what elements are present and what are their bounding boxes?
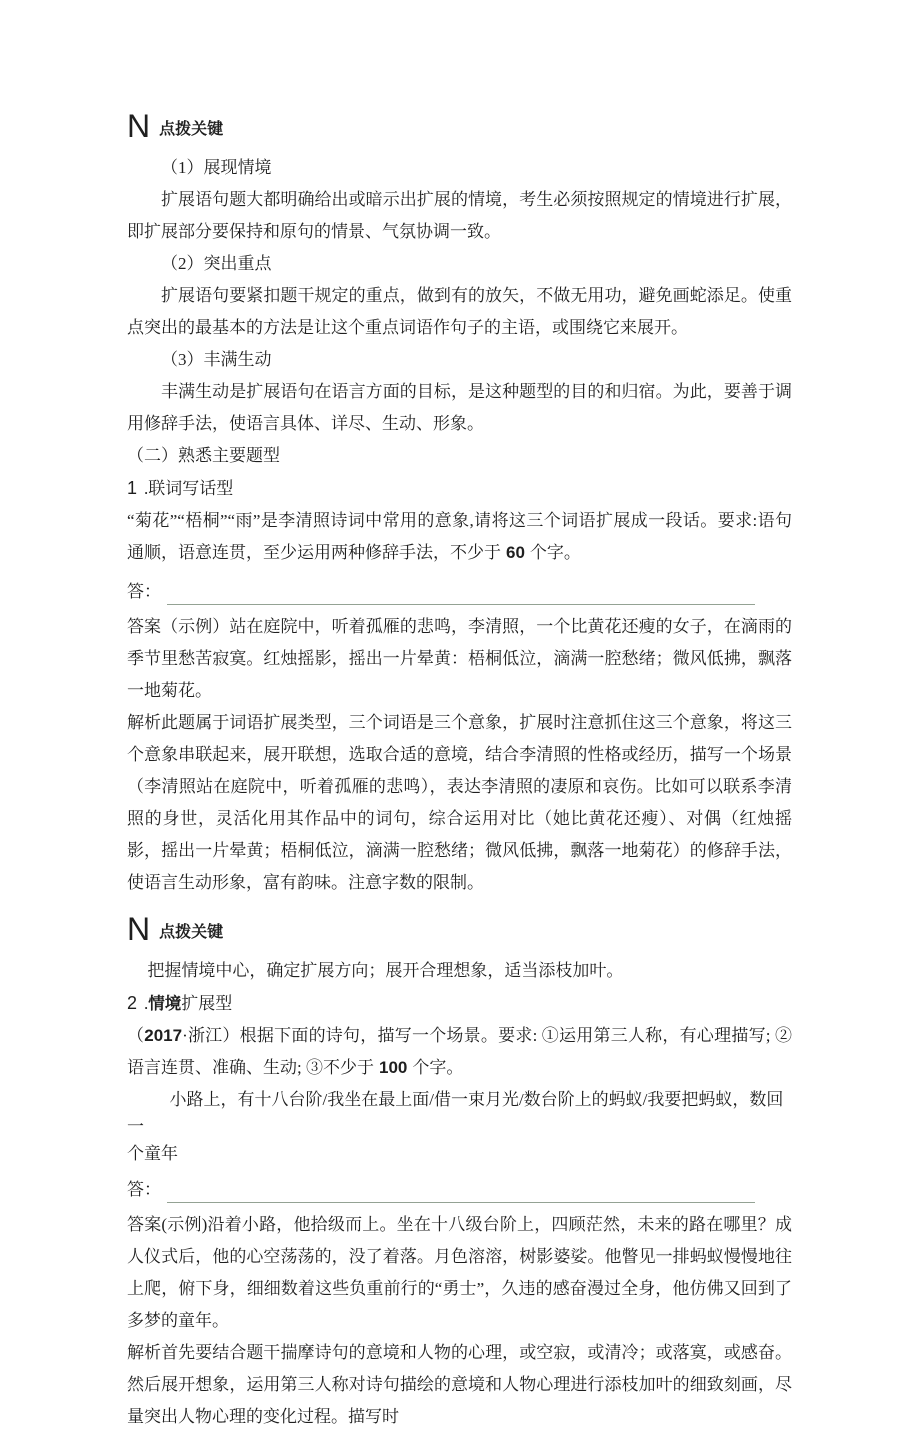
question-1-word-count: 60 (506, 543, 525, 562)
analysis-1-text: 解析此题属于词语扩展类型，三个词语是三个意象，扩展时注意抓住这三个意象，将这三个意象串联起来，展开联想，选取合适的意境，结合李清照的性格或经历，描写一个场景（李清照站在庭院中，听着孤雁的悲鸣），表达李清照的凄原和哀伤。比如可以联系李清照的身世，灵活化用其作品中的词句，综合运用对比（她比黄花还瘦）、对偶（红烛摇影，摇出一片晕黄；梧桐低泣，滴满一腔愁绪；微风低拂，飘落一地菊花）的修辞手法，使语言生动形象，富有韵味。注意字数的限制。 (127, 713, 792, 892)
question-2-word-count: 100 (378, 1058, 408, 1077)
answer-label-2: 答： (127, 1180, 161, 1199)
question-1-number: 1 (127, 478, 138, 498)
question-1-dot: . (144, 479, 149, 498)
point-3-heading: （3）丰满生动 (161, 350, 272, 369)
callout-title: 点拨关键 (159, 121, 224, 138)
answer-blank-line-2 (167, 1180, 755, 1203)
answer-blank-line-1 (167, 582, 755, 605)
n-badge-icon: N (127, 108, 151, 144)
point-2-heading: （2）突出重点 (161, 254, 272, 273)
callout-title: 点拨关键 (159, 924, 224, 941)
point-2-body: 扩展语句要紧扣题干规定的重点，做到有的放矢，不做无用功，避免画蛇添足。使重点突出的最基本的方法是让这个重点词语作句子的主语，或围绕它来展开。 (127, 286, 792, 337)
question-1-stem: “菊花”“梧桐”“雨”是李清照诗词中常用的意象,请将这三个词语扩展成一段话。要求:语句通顺，语意连贯，至少运用两种修辞手法，不少于 60 个字。 (127, 511, 792, 562)
question-1-label: 联词写话型 (148, 479, 234, 498)
n-badge-icon: N (127, 911, 151, 947)
question-2-label-bold: 情境 (148, 995, 182, 1013)
point-1-body: 扩展语句题大都明确给出或暗示出扩展的情境，考生必须按照规定的情境进行扩展，即扩展部分要保持和原句的情景、气氛协调一致。 (127, 190, 792, 241)
key-points-callout-2 (127, 905, 792, 945)
question-type-1-heading (127, 472, 792, 505)
section-2-heading: （二）熟悉主要题型 (127, 446, 280, 465)
poem-line-1: 小路上，有十八台阶/我坐在最上面/借一束月光/数台阶上的蚂蚁/我要把蚂蚁，数回一 (127, 1090, 784, 1136)
question-2-number: 2 (127, 993, 138, 1013)
question-2-stem: （2017·浙江）根据下面的诗句，描写一个场景。要求: ①运用第三人称，有心理描写; ②语言连贯、准确、生动; ③不少于 100 个字。 (127, 1026, 792, 1077)
key-points-callout-1 (127, 102, 792, 142)
question-2-dot: . (144, 994, 149, 1013)
callout-2-tip: 把握情境中心，确定扩展方向；展开合理想象，适当添枝加叶。 (147, 961, 624, 980)
point-3-body: 丰满生动是扩展语句在语言方面的目标，是这种题型的目的和归宿。为此，要善于调用修辞手法，使语言具体、详尽、生动、形象。 (127, 382, 792, 433)
poem-quote (127, 1086, 792, 1167)
question-type-2-heading (127, 987, 792, 1020)
exam-year: 2017 (144, 1026, 183, 1045)
answer-label-1: 答： (127, 582, 161, 601)
answer-row-2 (127, 1175, 755, 1203)
question-2-label-rest: 扩展型 (181, 994, 233, 1013)
poem-line-2: 个童年 (127, 1144, 178, 1163)
analysis-2-text: 解析首先要结合题干揣摩诗句的意境和人物的心理，或空寂，或清冷；或落寞，或感奋。然后展开想象，运用第三人称对诗句描绘的意境和人物心理进行添枝加叶的细致刻画，尽量突出人物心理的变化过程。描写时 (127, 1343, 792, 1426)
answer-1-text: 答案（示例）站在庭院中，听着孤雁的悲鸣，李清照，一个比黄花还瘦的女子，在滴雨的季节里愁苦寂寞。红烛摇影，摇出一片晕黄：梧桐低泣，滴满一腔愁绪；微风低拂，飘落一地菊花。 (127, 617, 792, 700)
answer-2-text: 答案(示例)沿着小路，他拾级而上。坐在十八级台阶上，四顾茫然，未来的路在哪里？成人仪式后，他的心空荡荡的，没了着落。月色溶溶，树影婆娑。他瞥见一排蚂蚁慢慢地往上爬，俯下身，细细数着这些负重前行的“勇士”，久违的感奋漫过全身，他仿佛又回到了多梦的童年。 (127, 1215, 792, 1330)
answer-row-1 (127, 577, 755, 605)
point-1-heading: （1）展现情境 (161, 158, 272, 177)
